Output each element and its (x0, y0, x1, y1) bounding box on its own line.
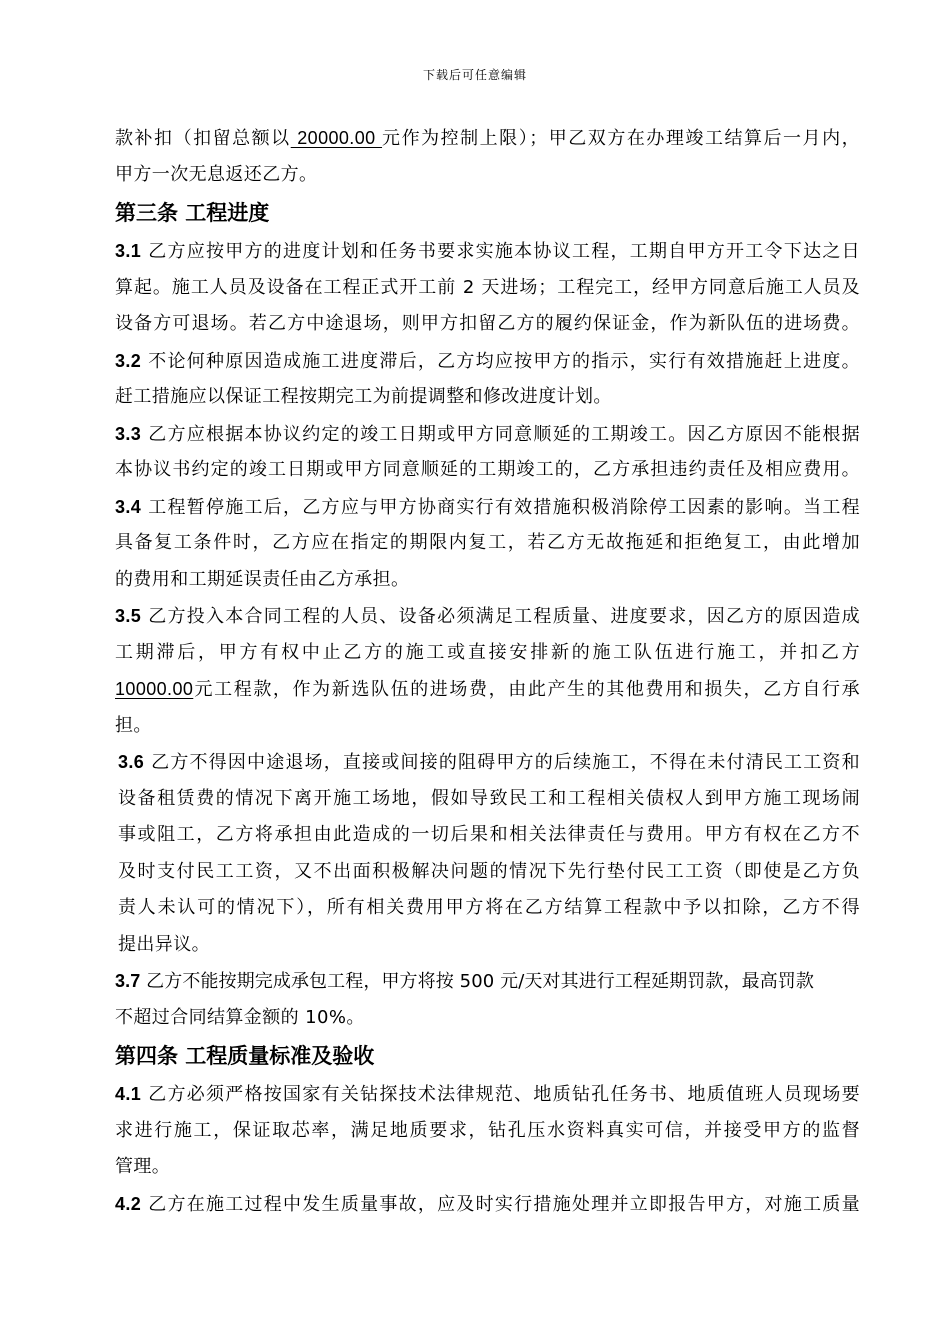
section-heading-article-3: 第三条 工程进度 (115, 201, 270, 225)
document-body (115, 120, 860, 1222)
text-line: 算起。施工人员及设备在工程正式开工前 2 天进场；工程完工，经甲方同意后施工人员及 (115, 276, 860, 298)
text-line: 及时支付民工工资，又不出面积极解决问题的情况下先行垫付民工工资（即使是乙方负 (118, 860, 860, 882)
clause-3-6: 3.6 乙方不得因中途退场，直接或间接的阻碍甲方的后续施工，不得在未付清民工工资和 (118, 752, 860, 773)
clause-3-1: 3.1 乙方应按甲方的进度计划和任务书要求实施本协议工程，工期自甲方开工令下达之日 (115, 241, 860, 262)
text-line: 甲方一次无息返还乙方。 (115, 163, 318, 185)
clause-number: 3.6 (118, 752, 145, 772)
text-line: 赶工措施应以保证工程按期完工为前提调整和修改进度计划。 (115, 386, 612, 407)
clause-3-3: 3.3 乙方应根据本协议约定的竣工日期或甲方同意顺延的工期竣工。因乙方原因不能根据 (115, 423, 860, 445)
penalty-amount: 10000.00 (115, 679, 194, 699)
clause-3-5: 3.5 乙方投入本合同工程的人员、设备必须满足工程质量、进度要求，因乙方的原因造成 (115, 606, 860, 627)
text-line: 10000.00元工程款，作为新选队伍的进场费，由此产生的其他费用和损失，乙方自行承 (115, 679, 860, 700)
clause-3-2: 3.2 不论何种原因造成施工进度滞后，乙方均应按甲方的指示，实行有效措施赶上进度。 (115, 350, 860, 372)
clause-number: 3.4 (115, 496, 142, 517)
text-line: 设备方可退场。若乙方中途退场，则甲方扣留乙方的履约保证金，作为新队伍的进场费。 (115, 313, 860, 334)
text-line: 工期滞后，甲方有权中止乙方的施工或直接安排新的施工队伍进行施工，并扣乙方 (115, 641, 860, 663)
text-line: 管理。 (115, 1156, 171, 1177)
text-line: 事或阻工，乙方将承担由此造成的一切后果和相关法律责任与费用。甲方有权在乙方不 (118, 824, 860, 845)
clause-number: 4.2 (115, 1193, 142, 1214)
clause-3-4: 3.4 工程暂停施工后，乙方应与甲方协商实行有效措施积极消除停工因素的影响。当工程 (115, 496, 860, 518)
text-line: 具备复工条件时，乙方应在指定的期限内复工，若乙方无故拖延和拒绝复工，由此增加 (115, 532, 860, 553)
text-line: 担。 (115, 714, 152, 736)
text-line: 提出异议。 (118, 933, 210, 955)
clause-4-1: 4.1 乙方必须严格按国家有关钻探技术法律规范、地质钻孔任务书、地质值班人员现场要 (115, 1084, 860, 1105)
page-header-note: 下载后可任意编辑 (422, 68, 527, 82)
retention-amount: 20000.00 (290, 128, 383, 148)
clause-number: 3.3 (115, 423, 142, 444)
text-line: 本协议书约定的竣工日期或甲方同意顺延的工期竣工的，乙方承担违约责任及相应费用。 (115, 459, 860, 480)
text-line: 款补扣（扣留总额以 20000.00 元作为控制上限）；甲乙双方在办理竣工结算后一月内， (115, 128, 861, 149)
text-line: 不超过合同结算金额的 10%。 (115, 1006, 365, 1028)
clause-number: 3.2 (115, 350, 142, 371)
clause-number: 3.1 (115, 241, 142, 261)
clause-number: 3.5 (115, 606, 142, 626)
text-line: 责人未认可的情况下），所有相关费用甲方将在乙方结算工程款中予以扣除，乙方不得 (118, 897, 860, 918)
text-line: 的费用和工期延误责任由乙方承担。 (115, 568, 410, 590)
text-line: 求进行施工，保证取芯率，满足地质要求，钻孔压水资料真实可信，并接受甲方的监督 (115, 1119, 860, 1141)
clause-3-7: 3.7 乙方不能按期完成承包工程，甲方将按 500 元/天对其进行工程延期罚款，最高罚款 (115, 971, 815, 992)
section-heading-article-4: 第四条 工程质量标准及验收 (115, 1044, 375, 1068)
clause-4-2: 4.2 乙方在施工过程中发生质量事故，应及时实行措施处理并立即报告甲方，对施工质量 (115, 1193, 860, 1215)
clause-number: 4.1 (115, 1084, 142, 1104)
text-line: 设备租赁费的情况下离开施工场地，假如导致民工和工程相关债权人到甲方施工现场闹 (118, 787, 860, 809)
clause-number: 3.7 (115, 971, 141, 991)
